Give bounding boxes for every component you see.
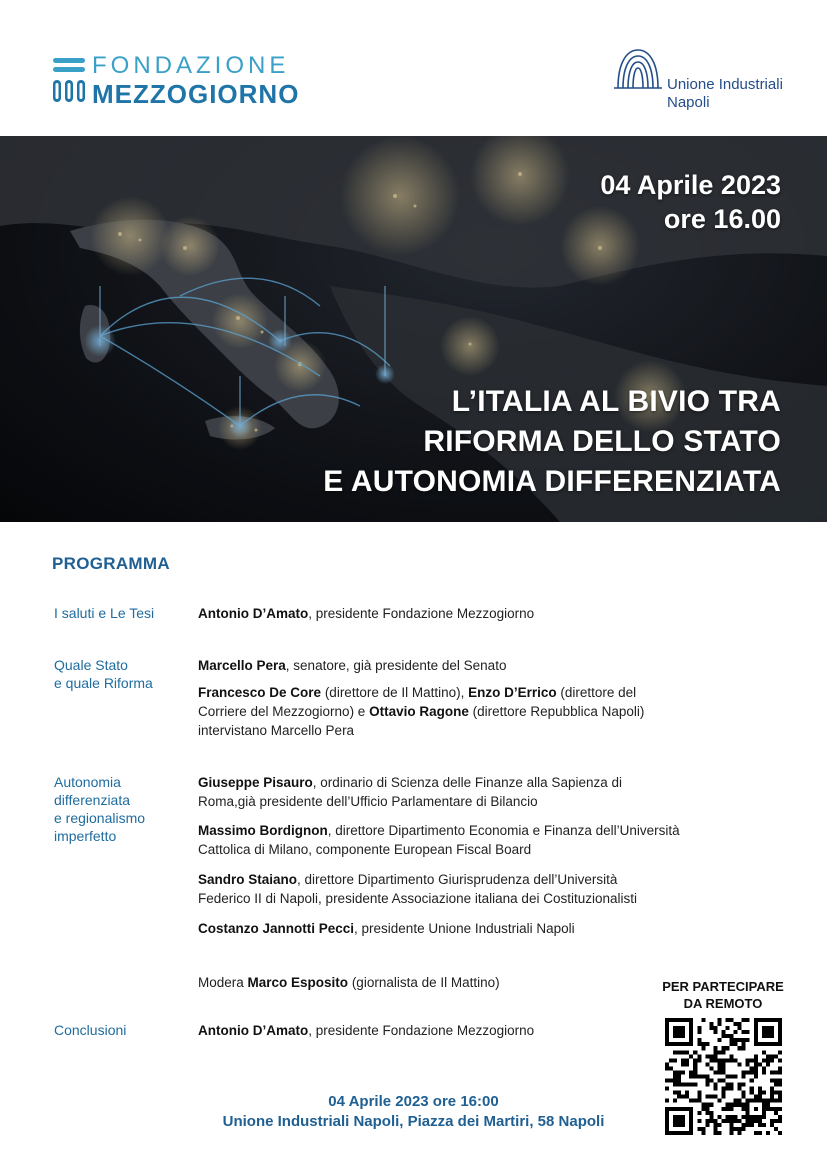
- section-label-line: Quale Stato: [54, 657, 128, 673]
- hero-banner: [0, 136, 827, 522]
- fondazione-mezzogiorno-logo: [52, 52, 322, 112]
- speaker-pecci: [198, 919, 788, 938]
- speaker-role: , direttore Dipartimento Economia e Finanza dell’Università: [327, 823, 680, 838]
- qr-caption-line-2: DA REMOTO: [683, 996, 763, 1011]
- unione-industriali-name: [667, 76, 783, 112]
- unione-industriali-line2: Napoli: [667, 94, 710, 111]
- section-label-line: imperfetto: [54, 828, 117, 844]
- speaker-role: (direttore de Il Mattino),: [321, 685, 469, 700]
- footer-venue: Unione Industriali Napoli, Piazza dei Martiri, 58 Napoli: [222, 1113, 605, 1130]
- programma-heading: PROGRAMMA: [52, 554, 170, 573]
- speaker-line: [198, 773, 788, 792]
- moderator-prefix: Modera: [198, 975, 248, 990]
- qr-caption-line-1: PER PARTECIPARE: [662, 979, 784, 994]
- speaker-name: Costanzo Jannotti Pecci: [198, 921, 355, 936]
- hero-date: 04 Aprile 2023: [600, 170, 781, 200]
- speaker-name: Ottavio Ragone: [369, 704, 469, 719]
- unione-industriali-line1: Unione Industriali: [667, 76, 783, 93]
- speaker-name: Antonio D’Amato: [198, 606, 309, 621]
- speaker-staiano: [198, 870, 788, 908]
- speaker-role: (direttore Repubblica Napoli): [468, 704, 645, 719]
- event-title-line-1: L’ITALIA AL BIVIO TRA: [451, 385, 781, 418]
- speaker-name: Francesco De Core: [198, 685, 322, 700]
- speaker-role: , presidente Fondazione Mezzogiorno: [308, 1023, 535, 1038]
- hero-date-time: [600, 168, 781, 236]
- speaker-line: [198, 870, 788, 889]
- speaker-line: [198, 821, 788, 840]
- speaker-role: , ordinario di Scienza delle Finanze alla Sapienza di: [312, 775, 622, 790]
- speaker-damato: [198, 604, 788, 623]
- section-label-autonomia: [54, 773, 194, 845]
- interviewers-line: intervistano Marcello Pera: [198, 723, 355, 738]
- section-label-line: Autonomia: [54, 774, 121, 790]
- speaker-name: Marco Esposito: [247, 975, 349, 990]
- fondazione-wordmark: FONDAZIONE: [92, 52, 290, 79]
- section-label-saluti: I saluti e Le Tesi: [54, 605, 155, 621]
- speaker-name: Enzo D’Errico: [468, 685, 557, 700]
- section-label-line: e regionalismo: [54, 810, 146, 826]
- speaker-pera: [198, 656, 788, 675]
- interviewers-line: [198, 683, 788, 702]
- speaker-role: , senatore, già presidente del Senato: [285, 658, 507, 673]
- speaker-line: Federico II di Napoli, presidente Associazione italiana dei Costituzionalisti: [198, 891, 637, 906]
- speaker-line: Roma,già presidente dell’Ufficio Parlamentare di Bilancio: [198, 794, 538, 809]
- section-label-conclusioni: Conclusioni: [54, 1022, 127, 1038]
- speaker-role: (giornalista de Il Mattino): [348, 975, 500, 990]
- fondazione-logo-icon: [52, 54, 86, 106]
- speaker-role: , direttore Dipartimento Giurisprudenza dell’Università: [297, 872, 618, 887]
- speaker-name: Giuseppe Pisauro: [198, 775, 313, 790]
- speaker-name: Antonio D’Amato: [198, 1023, 309, 1038]
- speaker-role: , presidente Unione Industriali Napoli: [354, 921, 575, 936]
- header: [0, 0, 827, 136]
- event-title-line-3: E AUTONOMIA DIFFERENZIATA: [323, 465, 781, 498]
- speaker-bordignon: [198, 821, 788, 859]
- section-label-quale-stato: [54, 656, 194, 692]
- speaker-role: (direttore del: [556, 685, 637, 700]
- event-title-line-2: RIFORMA DELLO STATO: [423, 425, 781, 458]
- speaker-name: Massimo Bordignon: [198, 823, 328, 838]
- event-title: [323, 382, 781, 502]
- section-label-line: differenziata: [54, 792, 131, 808]
- interviewers-block: [198, 683, 788, 740]
- unione-industriali-logo: [612, 44, 802, 114]
- interviewers-line: [198, 702, 788, 721]
- hero-time: ore 16.00: [663, 204, 781, 234]
- footer-date: 04 Aprile 2023 ore 16:00: [328, 1093, 499, 1110]
- speaker-name: Marcello Pera: [198, 658, 286, 673]
- speaker-line: Cattolica di Milano, componente European Fiscal Board: [198, 842, 532, 857]
- mezzogiorno-wordmark: MEZZOGIORNO: [92, 79, 300, 109]
- qr-caption: [652, 978, 794, 1012]
- speaker-role: , presidente Fondazione Mezzogiorno: [308, 606, 535, 621]
- section-label-line: e quale Riforma: [54, 675, 153, 691]
- speaker-name: Sandro Staiano: [198, 872, 298, 887]
- unione-industriali-emblem-icon: [612, 44, 664, 94]
- speaker-pisauro: [198, 773, 788, 811]
- speaker-role: Corriere del Mezzogiorno) e: [198, 704, 370, 719]
